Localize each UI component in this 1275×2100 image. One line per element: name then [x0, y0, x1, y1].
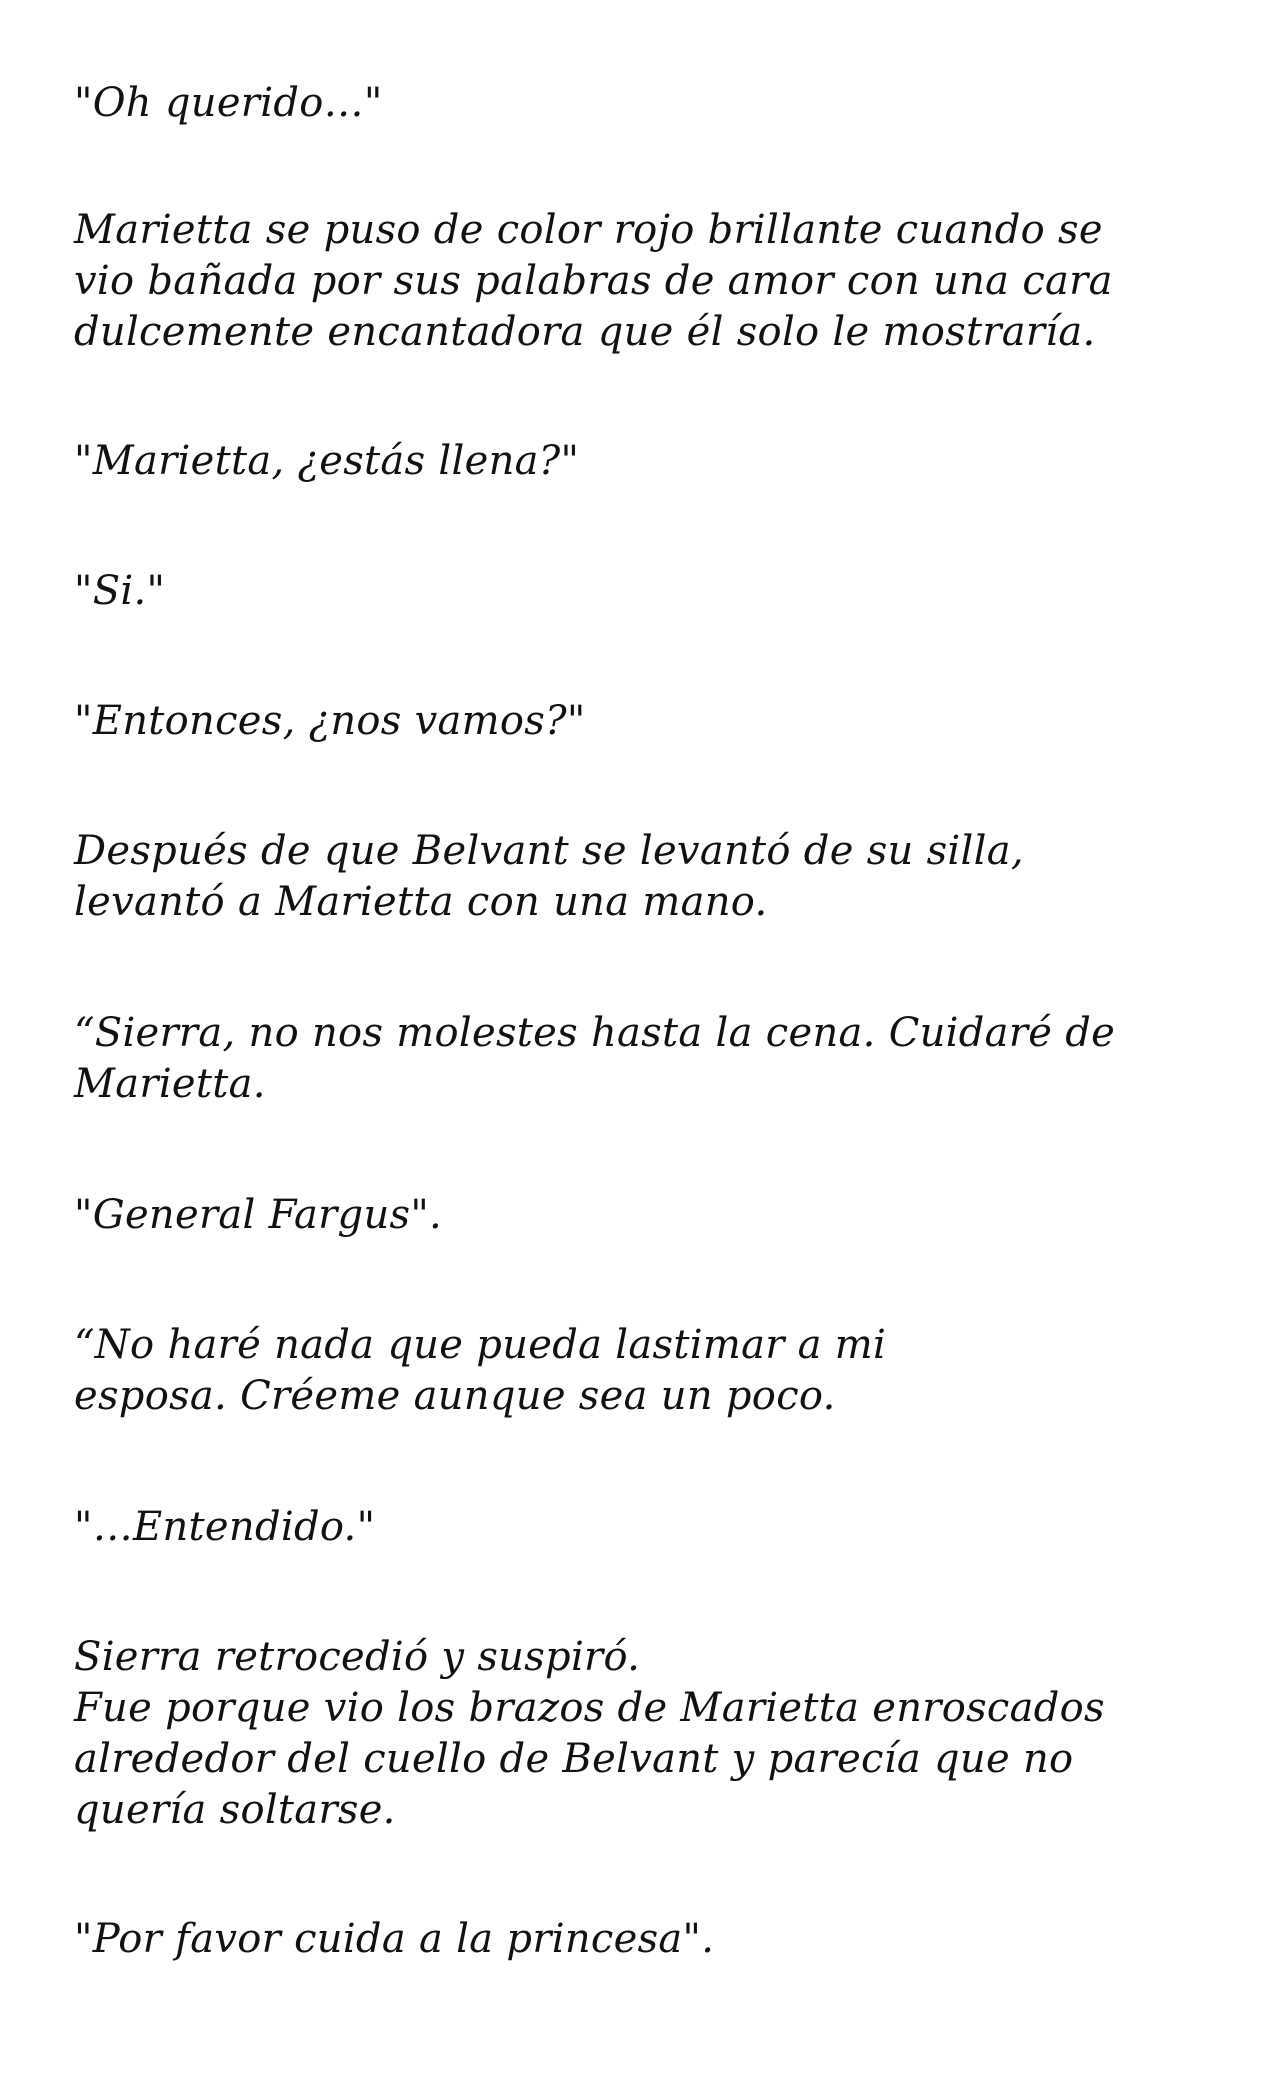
paragraph-2 [74, 205, 1214, 358]
text-line: Fue porque vio los brazos de Marietta enroscados [74, 1685, 1105, 1731]
paragraph-6 [74, 826, 1214, 928]
text-line: dulcemente encantadora que él solo le mostraría. [74, 309, 1096, 355]
text-line: "General Fargus". [74, 1192, 443, 1238]
text-line: esposa. Créeme aunque sea un poco. [74, 1373, 836, 1419]
text-line: vio bañada por sus palabras de amor con una cara [74, 258, 1113, 304]
text-line: "Si." [74, 568, 166, 614]
paragraph-5 [74, 696, 1214, 747]
text-line: "Por favor cuida a la princesa". [74, 1916, 715, 1962]
text-line: Marietta. [74, 1061, 266, 1107]
paragraph-1 [74, 78, 1214, 129]
paragraph-8 [74, 1190, 1214, 1241]
paragraph-4 [74, 566, 1214, 617]
text-line: alrededor del cuello de Belvant y parecía que no [74, 1736, 1074, 1782]
text-line: "Entonces, ¿nos vamos?" [74, 698, 586, 744]
text-line: “No haré nada que pueda lastimar a mi [74, 1322, 887, 1368]
paragraph-11 [74, 1632, 1214, 1836]
text-line: "…Entendido." [74, 1504, 376, 1550]
text-line: “Sierra, no nos molestes hasta la cena. Cuidaré de [74, 1010, 1116, 1056]
text-line: Sierra retrocedió y suspiró. [74, 1634, 641, 1680]
paragraph-10 [74, 1502, 1214, 1553]
paragraph-3 [74, 436, 1214, 487]
text-line: Después de que Belvant se levantó de su silla, [74, 828, 1024, 874]
text-line: "Marietta, ¿estás llena?" [74, 438, 580, 484]
paragraph-12 [74, 1914, 1214, 1965]
paragraph-9 [74, 1320, 1214, 1422]
text-line: levantó a Marietta con una mano. [74, 879, 768, 925]
text-line: Marietta se puso de color rojo brillante cuando se [74, 207, 1103, 253]
text-line: "Oh querido…" [74, 80, 383, 126]
text-line: quería soltarse. [74, 1787, 396, 1833]
paragraph-7 [74, 1008, 1214, 1110]
